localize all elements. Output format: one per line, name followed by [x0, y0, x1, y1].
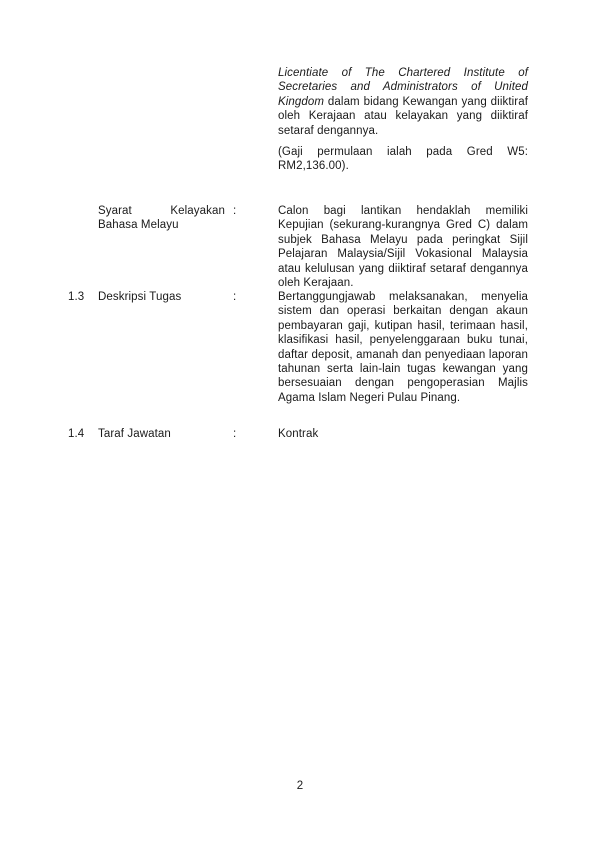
row-content-syarat-kelayakan: Calon bagi lantikan hendaklah memiliki Kepujian (sekurang-kurangnya Gred C) dalam subjek Bahasa Melayu pada peringkat Sijil Pelajaran Malaysia/Sijil Vokasional Malaysia atau kelulusan yang diiktiraf setaraf dengannya oleh Kerajaan.	[278, 205, 528, 290]
row-separator: :	[233, 291, 237, 303]
row-content-deskripsi-tugas: Bertanggungjawab melaksanakan, menyelia sistem dan operasi berkaitan dengan akaun pembayaran gaji, kutipan hasil, terimaan hasil, klasifikasi hasil, penyelenggaraan buku tunai, daftar deposit, amanah dan penyediaan laporan tahunan serta lain-lain tugas kewangan yang bersesuaian dengan pengoperasian Majlis Agama Islam Negeri Pulau Pinang.	[278, 291, 528, 404]
salary-note-paragraph: (Gaji permulaan ialah pada Gred W5: RM2,136.00).	[278, 146, 528, 173]
row-separator: :	[233, 205, 237, 217]
qualification-continuation-block	[278, 66, 528, 174]
qualification-regular-text: dalam bidang Kewangan yang diiktiraf oleh Kerajaan atau kelayakan yang diiktiraf setaraf dengannya.	[278, 95, 528, 137]
row-number-1-4: 1.4	[68, 428, 85, 440]
row-label-taraf-jawatan: Taraf Jawatan	[98, 428, 171, 440]
page-number: 2	[296, 780, 304, 792]
row-content-taraf-jawatan: Kontrak	[278, 428, 319, 440]
qualification-italic-text: Licentiate of The Chartered Institute of Secretaries and Administrators of United Kingdom	[278, 67, 528, 108]
row-label-deskripsi-tugas: Deskripsi Tugas	[98, 291, 182, 303]
qualification-paragraph	[278, 66, 528, 138]
row-separator: :	[233, 428, 237, 440]
row-number-1-3: 1.3	[68, 291, 85, 303]
row-label-syarat-kelayakan-bahasa-melayu: Syarat Kelayakan Bahasa Melayu	[98, 205, 225, 232]
